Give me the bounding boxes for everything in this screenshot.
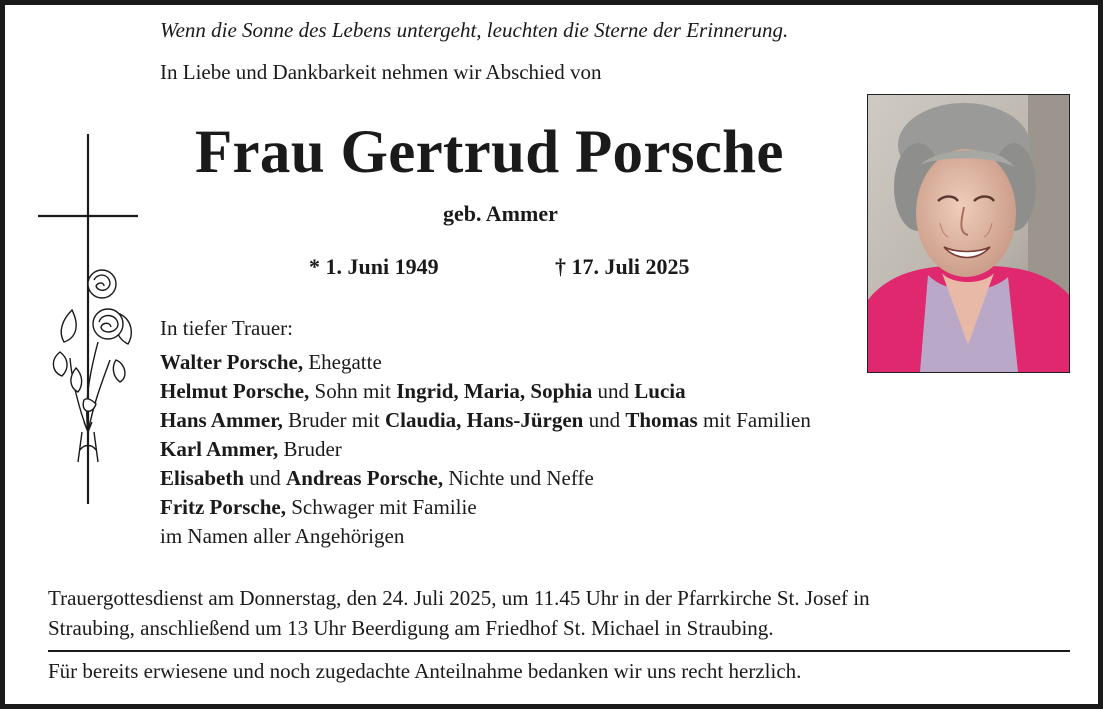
mourner-names: Fritz Porsche,	[160, 495, 286, 519]
mourner-connector: und	[583, 408, 626, 432]
mourners-list	[160, 348, 811, 551]
list-item	[160, 377, 811, 406]
list-item	[160, 406, 811, 435]
mourner-relation: Nichte und Neffe	[443, 466, 594, 490]
mourner-names: Walter Porsche,	[160, 350, 304, 374]
mourner-children: Lucia	[634, 379, 686, 403]
portrait-image	[868, 95, 1069, 372]
portrait-photo	[867, 94, 1070, 373]
divider	[48, 650, 1070, 652]
service-line: Trauergottesdienst am Donnerstag, den 24. Juli 2025, um 11.45 Uhr in der Pfarrkirche St. Josef in	[48, 586, 870, 610]
mourner-suffix: mit Familien	[697, 408, 811, 432]
birth-date: * 1. Juni 1949	[309, 254, 439, 279]
list-item	[160, 435, 811, 464]
mourner-children: Ingrid, Maria, Sophia	[396, 379, 593, 403]
mourner-names: Helmut Porsche,	[160, 379, 310, 403]
thanks-line: Für bereits erwiesene und noch zugedachte Anteilnahme bedanken wir uns recht herzlich.	[48, 659, 802, 683]
list-item	[160, 493, 811, 522]
mourner-names: Elisabeth	[160, 466, 245, 490]
mourner-relation: Sohn mit	[309, 379, 397, 403]
mourner-connector: und	[244, 466, 287, 490]
maiden-name: geb. Ammer	[443, 201, 558, 226]
death-date: † 17. Juli 2025	[555, 254, 690, 279]
mourner-relation: Ehegatte	[303, 350, 382, 374]
funeral-service-info	[48, 583, 870, 643]
motto-quote: Wenn die Sonne des Lebens untergeht, leuchten die Sterne der Erinnerung.	[160, 18, 789, 42]
mourner-names: Hans Ammer,	[160, 408, 283, 432]
mourner-relation: Schwager mit Familie	[285, 495, 477, 519]
list-item	[160, 348, 811, 377]
mourner-connector: und	[592, 379, 635, 403]
mourning-label: In tiefer Trauer:	[160, 316, 293, 340]
service-line: Straubing, anschließend um 13 Uhr Beerdigung am Friedhof St. Michael in Straubing.	[48, 616, 774, 640]
mourner-relation: Bruder	[278, 437, 342, 461]
cross-with-roses-icon	[32, 132, 142, 512]
list-item	[160, 464, 811, 493]
mourner-children: Claudia, Hans-Jürgen	[384, 408, 584, 432]
deceased-name: Frau Gertrud Porsche	[195, 119, 784, 186]
mourner-names: Andreas Porsche,	[286, 466, 444, 490]
closing-line: im Namen aller Angehörigen	[160, 524, 405, 548]
mourner-relation: Bruder mit	[282, 408, 385, 432]
intro-line: In Liebe und Dankbarkeit nehmen wir Abschied von	[160, 60, 602, 84]
mourner-names: Karl Ammer,	[160, 437, 279, 461]
mourner-children: Thomas	[625, 408, 698, 432]
